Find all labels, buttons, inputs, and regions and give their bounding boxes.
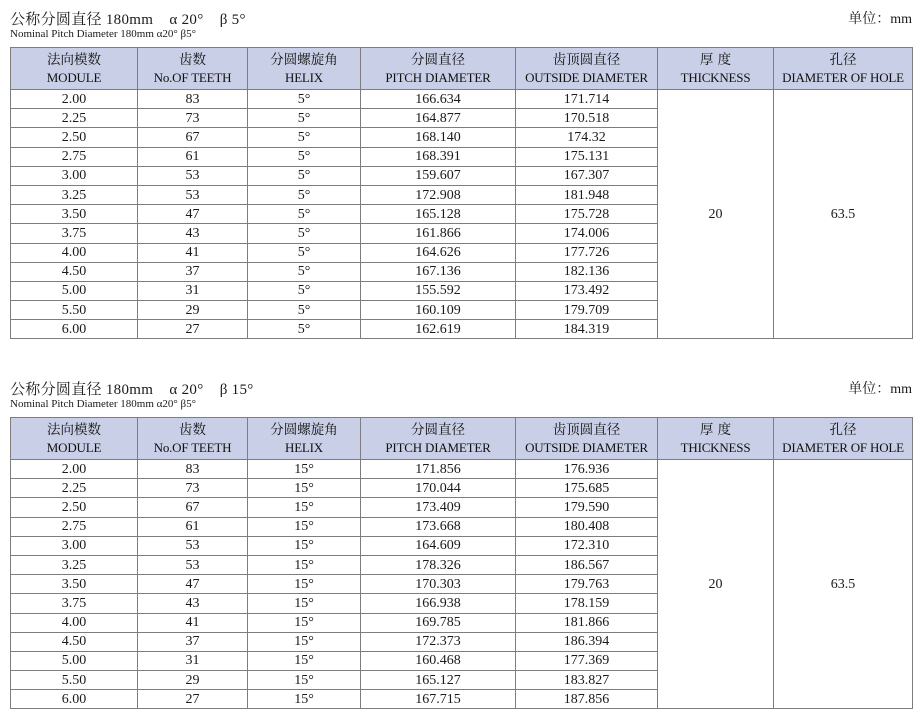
header-label-en: PITCH DIAMETER <box>385 439 491 455</box>
table-header-row <box>11 418 913 460</box>
table-header-row <box>11 48 913 90</box>
module-cell: 6.00 <box>11 690 138 709</box>
section-subtitle: Nominal Pitch Diameter 180mm α20° β5° <box>10 398 197 410</box>
pitch-diameter-cell: 172.908 <box>361 185 516 204</box>
teeth-cell: 53 <box>138 555 248 574</box>
section-subtitle: Nominal Pitch Diameter 180mm α20° β5° <box>10 28 197 40</box>
module-cell: 4.50 <box>11 262 138 281</box>
teeth-cell: 47 <box>138 205 248 224</box>
pitch-diameter-cell: 178.326 <box>361 555 516 574</box>
module-cell: 5.00 <box>11 281 138 300</box>
header-label-cn: 分圆螺旋角 <box>270 51 338 68</box>
header-label-en: MODULE <box>46 439 102 455</box>
header-label-en: PITCH DIAMETER <box>385 69 491 85</box>
header-label-cn: 法向模数 <box>47 421 101 438</box>
spec-table-section-1 <box>10 8 913 339</box>
thickness-cell: 20 <box>658 460 774 709</box>
header-label-en: HELIX <box>285 439 323 455</box>
helix-cell: 15° <box>248 594 361 613</box>
header-hole-diameter <box>774 48 913 90</box>
unit-label: 单位：mm <box>848 382 912 397</box>
pitch-diameter-cell: 164.609 <box>361 536 516 555</box>
outside-diameter-cell: 175.685 <box>516 479 658 498</box>
teeth-cell: 83 <box>138 460 248 479</box>
pitch-diameter-cell: 168.140 <box>361 128 516 147</box>
module-cell: 5.00 <box>11 651 138 670</box>
thickness-cell: 20 <box>658 90 774 339</box>
header-label-en: No.OF TEETH <box>153 439 232 455</box>
section-title: 公称分圆直径 180mm α 20° β 5° <box>10 12 246 28</box>
teeth-cell: 41 <box>138 613 248 632</box>
outside-diameter-cell: 174.32 <box>516 128 658 147</box>
teeth-cell: 29 <box>138 301 248 320</box>
table-body <box>11 90 913 339</box>
pitch-diameter-cell: 173.409 <box>361 498 516 517</box>
header-label-en: THICKNESS <box>680 439 751 455</box>
teeth-cell: 31 <box>138 281 248 300</box>
header-label-cn: 厚 度 <box>699 421 732 438</box>
teeth-cell: 67 <box>138 128 248 147</box>
module-cell: 4.00 <box>11 243 138 262</box>
pitch-diameter-cell: 171.856 <box>361 460 516 479</box>
module-cell: 2.25 <box>11 479 138 498</box>
header-pitch-diameter <box>361 418 516 460</box>
teeth-cell: 47 <box>138 575 248 594</box>
header-label-cn: 齿数 <box>179 51 206 68</box>
helix-cell: 5° <box>248 166 361 185</box>
module-cell: 3.50 <box>11 205 138 224</box>
table-row <box>11 460 913 479</box>
header-module <box>11 418 138 460</box>
pitch-diameter-cell: 160.468 <box>361 651 516 670</box>
outside-diameter-cell: 187.856 <box>516 690 658 709</box>
helix-cell: 5° <box>248 320 361 339</box>
pitch-diameter-cell: 155.592 <box>361 281 516 300</box>
pitch-diameter-cell: 170.044 <box>361 479 516 498</box>
helix-cell: 5° <box>248 262 361 281</box>
module-cell: 2.00 <box>11 90 138 109</box>
teeth-cell: 31 <box>138 651 248 670</box>
teeth-cell: 73 <box>138 479 248 498</box>
header-label-cn: 分圆螺旋角 <box>270 421 338 438</box>
helix-cell: 5° <box>248 147 361 166</box>
module-cell: 3.50 <box>11 575 138 594</box>
helix-cell: 15° <box>248 536 361 555</box>
header-helix <box>248 48 361 90</box>
teeth-cell: 43 <box>138 224 248 243</box>
header-label-en: OUTSIDE DIAMETER <box>525 69 648 85</box>
header-label-cn: 齿顶圆直径 <box>552 421 621 438</box>
teeth-cell: 41 <box>138 243 248 262</box>
module-cell: 2.50 <box>11 128 138 147</box>
header-label-en: HELIX <box>285 69 323 85</box>
outside-diameter-cell: 182.136 <box>516 262 658 281</box>
outside-diameter-cell: 181.948 <box>516 185 658 204</box>
module-cell: 2.75 <box>11 147 138 166</box>
table-body <box>11 460 913 709</box>
module-cell: 2.25 <box>11 109 138 128</box>
outside-diameter-cell: 174.006 <box>516 224 658 243</box>
pitch-diameter-cell: 162.619 <box>361 320 516 339</box>
pitch-diameter-cell: 166.634 <box>361 90 516 109</box>
helix-cell: 15° <box>248 651 361 670</box>
teeth-cell: 29 <box>138 671 248 690</box>
spec-table <box>10 47 913 339</box>
pitch-diameter-cell: 168.391 <box>361 147 516 166</box>
pitch-diameter-cell: 173.668 <box>361 517 516 536</box>
helix-cell: 15° <box>248 479 361 498</box>
header-label-cn: 孔径 <box>829 51 857 68</box>
outside-diameter-cell: 179.763 <box>516 575 658 594</box>
header-outside-diameter <box>516 418 658 460</box>
header-thickness <box>658 418 774 460</box>
helix-cell: 15° <box>248 498 361 517</box>
outside-diameter-cell: 181.866 <box>516 613 658 632</box>
helix-cell: 5° <box>248 281 361 300</box>
outside-diameter-cell: 173.492 <box>516 281 658 300</box>
header-label-cn: 孔径 <box>829 421 857 438</box>
module-cell: 3.00 <box>11 166 138 185</box>
outside-diameter-cell: 177.726 <box>516 243 658 262</box>
table-row <box>11 90 913 109</box>
outside-diameter-cell: 183.827 <box>516 671 658 690</box>
helix-cell: 15° <box>248 555 361 574</box>
outside-diameter-cell: 176.936 <box>516 460 658 479</box>
module-cell: 4.50 <box>11 632 138 651</box>
header-teeth <box>138 48 248 90</box>
outside-diameter-cell: 179.709 <box>516 301 658 320</box>
module-cell: 5.50 <box>11 671 138 690</box>
module-cell: 6.00 <box>11 320 138 339</box>
pitch-diameter-cell: 165.128 <box>361 205 516 224</box>
outside-diameter-cell: 170.518 <box>516 109 658 128</box>
unit-label: 单位：mm <box>848 12 912 27</box>
header-label-cn: 法向模数 <box>47 51 101 68</box>
teeth-cell: 73 <box>138 109 248 128</box>
helix-cell: 5° <box>248 90 361 109</box>
outside-diameter-cell: 186.394 <box>516 632 658 651</box>
module-cell: 3.00 <box>11 536 138 555</box>
teeth-cell: 53 <box>138 536 248 555</box>
pitch-diameter-cell: 170.303 <box>361 575 516 594</box>
header-module <box>11 48 138 90</box>
pitch-diameter-cell: 167.136 <box>361 262 516 281</box>
helix-cell: 5° <box>248 128 361 147</box>
teeth-cell: 43 <box>138 594 248 613</box>
hole-diameter-cell: 63.5 <box>774 460 913 709</box>
teeth-cell: 61 <box>138 147 248 166</box>
header-label-cn: 分圆直径 <box>411 421 465 438</box>
outside-diameter-cell: 177.369 <box>516 651 658 670</box>
header-label-cn: 分圆直径 <box>411 51 465 68</box>
pitch-diameter-cell: 159.607 <box>361 166 516 185</box>
teeth-cell: 61 <box>138 517 248 536</box>
header-label-cn: 厚 度 <box>699 51 732 68</box>
header-label-en: OUTSIDE DIAMETER <box>525 439 648 455</box>
helix-cell: 5° <box>248 224 361 243</box>
pitch-diameter-cell: 161.866 <box>361 224 516 243</box>
module-cell: 2.00 <box>11 460 138 479</box>
section-title: 公称分圆直径 180mm α 20° β 15° <box>10 382 254 398</box>
pitch-diameter-cell: 160.109 <box>361 301 516 320</box>
module-cell: 2.75 <box>11 517 138 536</box>
spec-table-section-2 <box>10 378 913 709</box>
teeth-cell: 27 <box>138 690 248 709</box>
helix-cell: 5° <box>248 243 361 262</box>
section-title-row <box>10 378 913 398</box>
header-helix <box>248 418 361 460</box>
pitch-diameter-cell: 164.626 <box>361 243 516 262</box>
header-label-en: MODULE <box>46 69 102 85</box>
teeth-cell: 83 <box>138 90 248 109</box>
helix-cell: 5° <box>248 109 361 128</box>
header-outside-diameter <box>516 48 658 90</box>
module-cell: 4.00 <box>11 613 138 632</box>
header-label-cn: 齿顶圆直径 <box>552 51 621 68</box>
outside-diameter-cell: 184.319 <box>516 320 658 339</box>
outside-diameter-cell: 167.307 <box>516 166 658 185</box>
outside-diameter-cell: 175.131 <box>516 147 658 166</box>
teeth-cell: 67 <box>138 498 248 517</box>
pitch-diameter-cell: 172.373 <box>361 632 516 651</box>
helix-cell: 15° <box>248 517 361 536</box>
header-label-en: No.OF TEETH <box>153 69 232 85</box>
helix-cell: 5° <box>248 185 361 204</box>
outside-diameter-cell: 186.567 <box>516 555 658 574</box>
helix-cell: 15° <box>248 671 361 690</box>
header-label-en: DIAMETER OF HOLE <box>782 439 904 455</box>
helix-cell: 15° <box>248 575 361 594</box>
teeth-cell: 53 <box>138 166 248 185</box>
helix-cell: 5° <box>248 205 361 224</box>
pitch-diameter-cell: 166.938 <box>361 594 516 613</box>
outside-diameter-cell: 178.159 <box>516 594 658 613</box>
teeth-cell: 37 <box>138 262 248 281</box>
header-label-en: THICKNESS <box>680 69 751 85</box>
helix-cell: 15° <box>248 690 361 709</box>
module-cell: 5.50 <box>11 301 138 320</box>
outside-diameter-cell: 180.408 <box>516 517 658 536</box>
pitch-diameter-cell: 169.785 <box>361 613 516 632</box>
module-cell: 3.25 <box>11 185 138 204</box>
section-title-row <box>10 8 913 28</box>
hole-diameter-cell: 63.5 <box>774 90 913 339</box>
outside-diameter-cell: 175.728 <box>516 205 658 224</box>
outside-diameter-cell: 172.310 <box>516 536 658 555</box>
teeth-cell: 53 <box>138 185 248 204</box>
header-thickness <box>658 48 774 90</box>
outside-diameter-cell: 179.590 <box>516 498 658 517</box>
outside-diameter-cell: 171.714 <box>516 90 658 109</box>
header-label-en: DIAMETER OF HOLE <box>782 69 904 85</box>
teeth-cell: 27 <box>138 320 248 339</box>
module-cell: 3.25 <box>11 555 138 574</box>
helix-cell: 15° <box>248 632 361 651</box>
module-cell: 2.50 <box>11 498 138 517</box>
header-pitch-diameter <box>361 48 516 90</box>
pitch-diameter-cell: 167.715 <box>361 690 516 709</box>
header-label-cn: 齿数 <box>179 421 206 438</box>
header-teeth <box>138 418 248 460</box>
spec-table <box>10 417 913 709</box>
module-cell: 3.75 <box>11 224 138 243</box>
header-hole-diameter <box>774 418 913 460</box>
helix-cell: 5° <box>248 301 361 320</box>
pitch-diameter-cell: 164.877 <box>361 109 516 128</box>
pitch-diameter-cell: 165.127 <box>361 671 516 690</box>
module-cell: 3.75 <box>11 594 138 613</box>
helix-cell: 15° <box>248 613 361 632</box>
helix-cell: 15° <box>248 460 361 479</box>
teeth-cell: 37 <box>138 632 248 651</box>
